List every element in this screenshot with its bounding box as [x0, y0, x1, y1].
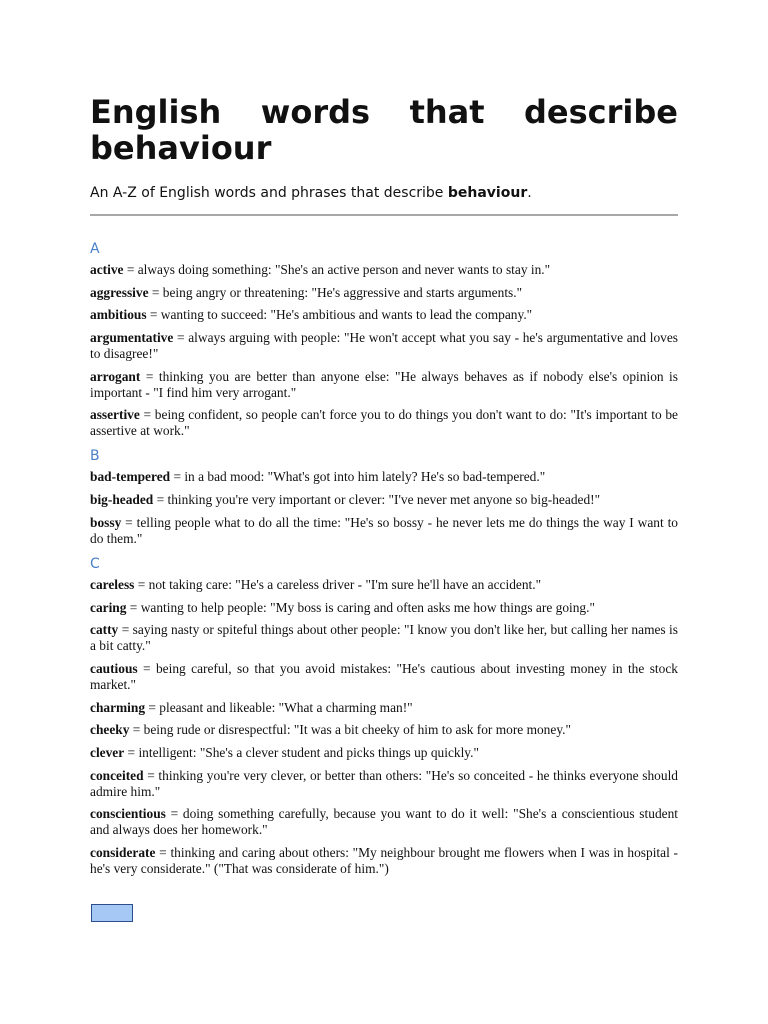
entry-definition: = wanting to help people: "My boss is caring and often asks me how things are going."	[126, 599, 595, 615]
glossary-entry	[90, 369, 678, 401]
document-page	[90, 94, 678, 884]
glossary-entry	[90, 577, 678, 593]
blue-box	[91, 904, 133, 922]
entry-term: bossy	[90, 514, 122, 530]
entry-definition: = being rude or disrespectful: "It was a bit cheeky of him to ask for more money."	[129, 722, 571, 738]
entry-term: charming	[90, 699, 146, 715]
glossary-entry	[90, 845, 678, 877]
title-divider	[90, 214, 678, 216]
glossary-entry	[90, 492, 678, 508]
entry-definition: = always doing something: "She's an active person and never wants to stay in."	[123, 262, 551, 277]
entry-term: argumentative	[90, 330, 174, 346]
entry-term: clever	[90, 744, 125, 760]
glossary-entry	[90, 469, 678, 485]
glossary-entry	[90, 661, 678, 693]
glossary-entry	[90, 745, 678, 761]
entry-term: conscientious	[90, 806, 166, 822]
page-title: English words that describe behaviour	[90, 93, 678, 167]
entry-term: considerate	[90, 845, 156, 860]
entry-definition: = pleasant and likeable: "What a charming man!"	[145, 699, 413, 715]
glossary-entry	[90, 622, 678, 654]
glossary-entry	[90, 600, 678, 616]
glossary-entry	[90, 515, 678, 547]
entry-term: conceited	[90, 767, 144, 783]
entry-term: cheeky	[90, 722, 130, 738]
section-letter: C	[90, 555, 100, 572]
entry-definition: = intelligent: "She's a clever student and picks things up quickly."	[124, 744, 479, 760]
glossary-entry	[90, 768, 678, 800]
entry-term: bad-tempered	[90, 469, 171, 485]
glossary	[90, 241, 678, 877]
entry-definition: = thinking and caring about others: "My neighbour brought me flowers when I was in hospital - he's very considerate." ("That was considerate of him.")	[90, 845, 678, 876]
entry-term: assertive	[90, 407, 140, 423]
entry-term: big-headed	[90, 492, 154, 508]
section-a	[90, 241, 678, 439]
glossary-entry	[90, 407, 678, 439]
entry-definition: = being careful, so that you avoid mistakes: "He's cautious about investing money in the stock market."	[90, 660, 678, 692]
section-letter: A	[90, 241, 100, 257]
glossary-entry	[90, 285, 678, 301]
entry-term: catty	[90, 622, 119, 638]
page-subtitle	[90, 184, 678, 202]
entry-definition: = doing something carefully, because you want to do it well: "She's a conscientious student and always does her homework."	[90, 806, 678, 838]
entry-definition: = always arguing with people: "He won't accept what you say - he's argumentative and loves to disagree!"	[90, 330, 678, 362]
entry-definition: = thinking you're very clever, or better than others: "He's so conceited - he thinks everyone should admire him."	[90, 767, 678, 799]
entry-definition: = being confident, so people can't force you to do things you don't want to do: "It's important to be assertive at work."	[90, 407, 678, 439]
entry-term: active	[90, 262, 124, 277]
glossary-entry	[90, 806, 678, 838]
subtitle-suffix: .	[527, 185, 532, 201]
entry-definition: = wanting to succeed: "He's ambitious and wants to lead the company."	[146, 307, 533, 323]
entry-definition: = thinking you are better than anyone else: "He always behaves as if nobody else's opinion is important - "I find him very arrogant."	[90, 368, 678, 400]
entry-definition: = telling people what to do all the time: "He's so bossy - he never lets me do things the way I want to do them."	[90, 514, 678, 546]
glossary-entry	[90, 722, 678, 738]
entry-definition: = not taking care: "He's a careless driver - "I'm sure he'll have an accident."	[134, 576, 542, 592]
entry-term: ambitious	[90, 307, 147, 323]
glossary-entry	[90, 330, 678, 362]
entry-definition: = in a bad mood: "What's got into him lately? He's so bad-tempered."	[170, 469, 546, 485]
subtitle-keyword: behaviour	[447, 185, 528, 201]
entry-definition: = thinking you're very important or clever: "I've never met anyone so big-headed!"	[153, 492, 601, 508]
glossary-entry	[90, 700, 678, 716]
section-b	[90, 448, 678, 546]
entry-definition: = being angry or threatening: "He's aggressive and starts arguments."	[148, 284, 523, 300]
entry-term: cautious	[90, 660, 138, 676]
section-c	[90, 556, 678, 877]
entry-term: aggressive	[90, 284, 149, 300]
subtitle-prefix: An A-Z of English words and phrases that describe	[90, 185, 448, 201]
entry-term: caring	[90, 599, 127, 615]
glossary-entry	[90, 307, 678, 323]
glossary-entry	[90, 262, 678, 278]
entry-definition: = saying nasty or spiteful things about other people: "I know you don't like her, but calling her names is a bit catty."	[90, 622, 678, 654]
entry-term: arrogant	[90, 368, 141, 384]
entry-term: careless	[90, 576, 135, 592]
section-letter: B	[90, 448, 100, 465]
